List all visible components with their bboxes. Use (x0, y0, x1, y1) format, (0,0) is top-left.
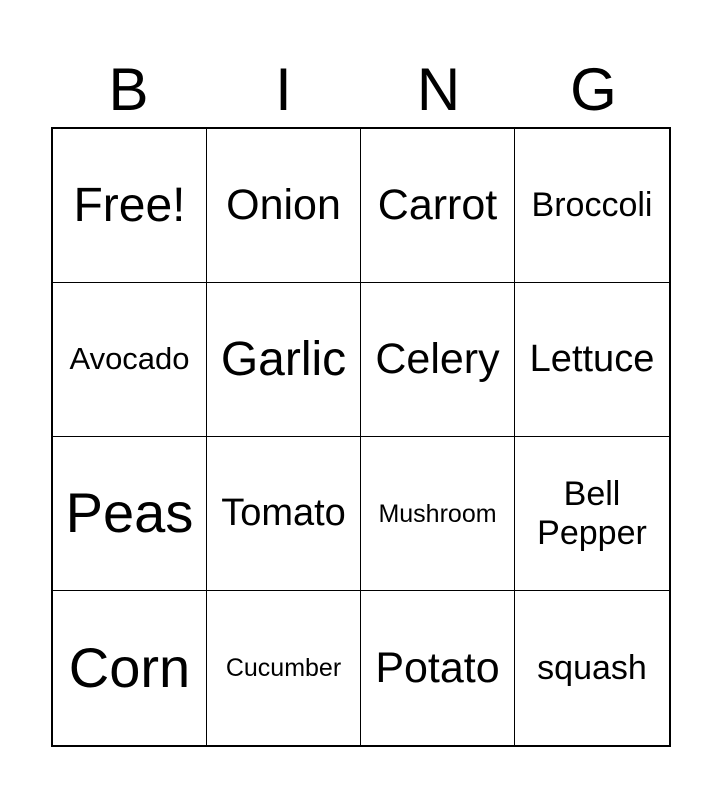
header-letter-g: G (570, 56, 617, 123)
bingo-cell: Celery (361, 283, 515, 437)
header-letter-n: N (416, 56, 461, 123)
bingo-cell: Corn (53, 591, 207, 745)
header-letter-i: I (275, 56, 292, 123)
bingo-cell-free: Free! (53, 129, 207, 283)
bingo-cell: Avocado (53, 283, 207, 437)
bingo-cell: Carrot (361, 129, 515, 283)
bingo-cell: Onion (207, 129, 361, 283)
bingo-board (51, 127, 671, 747)
bingo-cell: Potato (361, 591, 515, 745)
bingo-cell: Tomato (207, 437, 361, 591)
bingo-cell: Broccoli (515, 129, 669, 283)
bingo-cell: Mushroom (361, 437, 515, 591)
bingo-cell: Cucumber (207, 591, 361, 745)
bingo-cell: Lettuce (515, 283, 669, 437)
bingo-header (51, 52, 671, 128)
header-letter-b: B (108, 56, 149, 123)
bingo-cell: Garlic (207, 283, 361, 437)
bingo-cell: Peas (53, 437, 207, 591)
bingo-cell: Bell Pepper (515, 437, 669, 591)
bingo-cell: squash (537, 648, 647, 687)
